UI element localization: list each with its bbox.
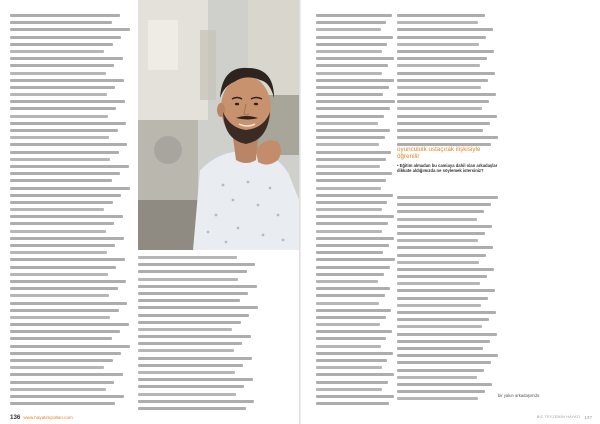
text-line: [10, 107, 116, 110]
text-line: [10, 273, 108, 276]
text-line: [10, 230, 106, 233]
text-line: [397, 218, 477, 221]
text-line: [397, 203, 491, 206]
text-line: [397, 79, 488, 82]
text-line: [316, 381, 388, 384]
text-line: [138, 256, 237, 259]
text-line: [10, 208, 104, 211]
text-line: [397, 72, 495, 75]
interview-question: • Eğitim almadan bu camiaya dahil olan arkadaşlar dikkate aldığımızda ne söylemek istersiniz?: [397, 163, 498, 174]
text-line: [397, 297, 488, 300]
text-line: [10, 309, 119, 312]
text-line: [138, 349, 234, 352]
text-line: [316, 122, 378, 125]
text-line: [10, 79, 124, 82]
text-line: [316, 201, 387, 204]
website-label: www.hayatimpoltan.com: [23, 414, 73, 420]
text-line: [397, 376, 477, 379]
text-line: [316, 158, 386, 161]
text-line: [397, 311, 496, 314]
text-line: [397, 43, 479, 46]
text-line: [316, 93, 383, 96]
text-line: [316, 79, 394, 82]
text-line: [10, 179, 112, 182]
text-line: [138, 371, 235, 374]
text-line: [10, 302, 127, 305]
text-line: [316, 143, 379, 146]
text-line: [10, 237, 124, 240]
text-line: [10, 352, 121, 355]
text-line: [138, 299, 240, 302]
text-line: [138, 342, 242, 345]
text-line: [138, 400, 254, 403]
text-line: [316, 309, 391, 312]
text-line: [10, 402, 115, 405]
text-line: [316, 258, 395, 261]
text-line: [138, 263, 255, 266]
text-line: [397, 93, 496, 96]
text-line: [316, 179, 386, 182]
text-line: [10, 222, 114, 225]
text-line: [316, 251, 383, 254]
text-line: [10, 187, 130, 190]
text-line: [397, 340, 490, 343]
text-line: [397, 304, 481, 307]
text-line: [10, 337, 112, 340]
text-line: [316, 294, 385, 297]
text-line: [316, 388, 382, 391]
text-line: [316, 165, 380, 168]
text-line: [10, 194, 121, 197]
right-page: [301, 0, 600, 424]
text-line: [397, 268, 494, 271]
portrait-photo: [138, 0, 299, 250]
text-line: [397, 354, 498, 357]
text-line: [397, 261, 479, 264]
text-line: [10, 323, 129, 326]
text-line: [10, 122, 126, 125]
text-line: [10, 129, 118, 132]
text-line: [138, 385, 244, 388]
text-line: [138, 314, 249, 317]
text-line: [316, 302, 379, 305]
text-line: [397, 383, 492, 386]
right-footer: [537, 413, 592, 421]
text-line: [316, 21, 386, 24]
text-line: [10, 50, 104, 53]
text-line: [316, 280, 378, 283]
text-line: [316, 129, 390, 132]
text-line: [10, 287, 118, 290]
text-line: [138, 306, 258, 309]
text-line: [316, 215, 394, 218]
text-line: [138, 407, 246, 410]
text-line: [10, 244, 115, 247]
text-line: [316, 50, 382, 53]
text-line: [316, 187, 381, 190]
text-line: [397, 136, 498, 139]
text-line: [316, 172, 392, 175]
text-line: [10, 345, 130, 348]
left-footer: [10, 413, 73, 421]
section-heading: oyuncululk ustaçırak ilişkisiyle öğrenilir: [397, 146, 481, 161]
text-line: [10, 395, 124, 398]
text-line: [10, 100, 125, 103]
text-line: [316, 345, 381, 348]
text-line: [316, 359, 387, 362]
text-line: [397, 282, 480, 285]
text-line: [397, 369, 484, 372]
text-line: [397, 115, 497, 118]
text-line: [397, 210, 484, 213]
text-line: [316, 244, 389, 247]
text-line: [316, 100, 395, 103]
left-page: [0, 0, 299, 424]
text-line: [316, 230, 382, 233]
text-line: [316, 402, 389, 405]
left-text-column-under-photo: [138, 256, 259, 414]
text-line: [397, 325, 482, 328]
text-line: [316, 287, 390, 290]
text-line: [316, 366, 382, 369]
text-line: [397, 64, 480, 67]
text-line: [397, 361, 491, 364]
text-line: [138, 364, 243, 367]
text-line: [10, 21, 112, 24]
text-line: [316, 316, 386, 319]
text-line: [138, 285, 257, 288]
text-line: [397, 196, 498, 199]
magazine-mark: BİZ TEYZEMİN HAYATI: [536, 415, 581, 419]
text-line: [10, 28, 130, 31]
text-line: [397, 107, 482, 110]
text-line: [138, 393, 236, 396]
text-line: [10, 294, 109, 297]
text-line: [10, 251, 107, 254]
text-line: [10, 330, 120, 333]
text-line: [10, 258, 125, 261]
text-line: [10, 43, 113, 46]
text-line: [397, 254, 486, 257]
right-text-column-2-top: [397, 14, 499, 151]
text-line: [397, 28, 493, 31]
text-line: [316, 136, 385, 139]
text-line: [10, 172, 120, 175]
page-number-right: 137: [584, 414, 592, 420]
text-line: [10, 86, 115, 89]
text-line: [397, 57, 487, 60]
portrait-illustration: [138, 0, 299, 250]
text-line: [138, 378, 253, 381]
text-line: [397, 397, 478, 400]
right-text-column-2-bottom: [397, 196, 499, 404]
text-line: [10, 36, 121, 39]
text-line: [316, 64, 388, 67]
text-line: [10, 158, 110, 161]
text-line: [10, 266, 116, 269]
text-line: [397, 289, 495, 292]
text-line: [138, 335, 251, 338]
text-line: [10, 280, 126, 283]
text-line: [10, 14, 120, 17]
text-line: [316, 86, 389, 89]
text-line: [10, 366, 104, 369]
closing-text: bir yakın arkadaşımdır.: [498, 393, 541, 398]
text-line: [316, 72, 382, 75]
text-line: [10, 388, 106, 391]
text-line: [138, 292, 248, 295]
text-line: [10, 381, 114, 384]
text-line: [397, 14, 485, 17]
text-line: [10, 201, 113, 204]
text-line: [397, 225, 492, 228]
text-line: [397, 129, 483, 132]
page-number-left: 136: [10, 413, 21, 421]
text-line: [397, 239, 478, 242]
text-line: [397, 36, 486, 39]
text-line: [316, 237, 394, 240]
text-line: [316, 107, 390, 110]
text-line: [316, 36, 393, 39]
text-line: [138, 328, 232, 331]
text-line: [138, 270, 247, 273]
text-line: [316, 194, 393, 197]
text-line: [397, 275, 487, 278]
text-line: [397, 347, 483, 350]
text-line: [10, 316, 110, 319]
text-line: [316, 43, 387, 46]
text-line: [397, 122, 490, 125]
text-line: [10, 373, 123, 376]
text-line: [138, 321, 241, 324]
text-line: [10, 136, 109, 139]
text-line: [397, 100, 489, 103]
text-line: [316, 337, 386, 340]
text-line: [10, 115, 108, 118]
text-line: [397, 232, 485, 235]
text-line: [316, 14, 392, 17]
text-line: [397, 333, 497, 336]
text-line: [10, 57, 123, 60]
text-line: [397, 246, 493, 249]
text-line: [10, 359, 113, 362]
text-line: [138, 357, 252, 360]
text-line: [397, 390, 485, 393]
text-line: [10, 93, 107, 96]
left-text-column: [10, 14, 131, 409]
text-line: [316, 352, 393, 355]
right-text-column-1: [316, 14, 396, 409]
text-line: [10, 72, 106, 75]
text-line: [316, 266, 390, 269]
text-line: [316, 273, 384, 276]
text-line: [10, 165, 129, 168]
text-line: [10, 215, 123, 218]
text-line: [10, 64, 114, 67]
text-line: [316, 373, 394, 376]
text-line: [138, 278, 238, 281]
text-line: [397, 50, 494, 53]
text-line: [316, 28, 381, 31]
text-line: [10, 151, 119, 154]
text-line: [397, 21, 478, 24]
text-line: [316, 115, 384, 118]
text-line: [397, 318, 489, 321]
text-line: [316, 222, 388, 225]
text-line: [397, 86, 481, 89]
text-line: [316, 330, 392, 333]
text-line: [316, 151, 391, 154]
text-line: [316, 323, 380, 326]
text-line: [316, 57, 394, 60]
text-line: [10, 143, 127, 146]
text-line: [316, 395, 394, 398]
text-line: [316, 208, 382, 211]
